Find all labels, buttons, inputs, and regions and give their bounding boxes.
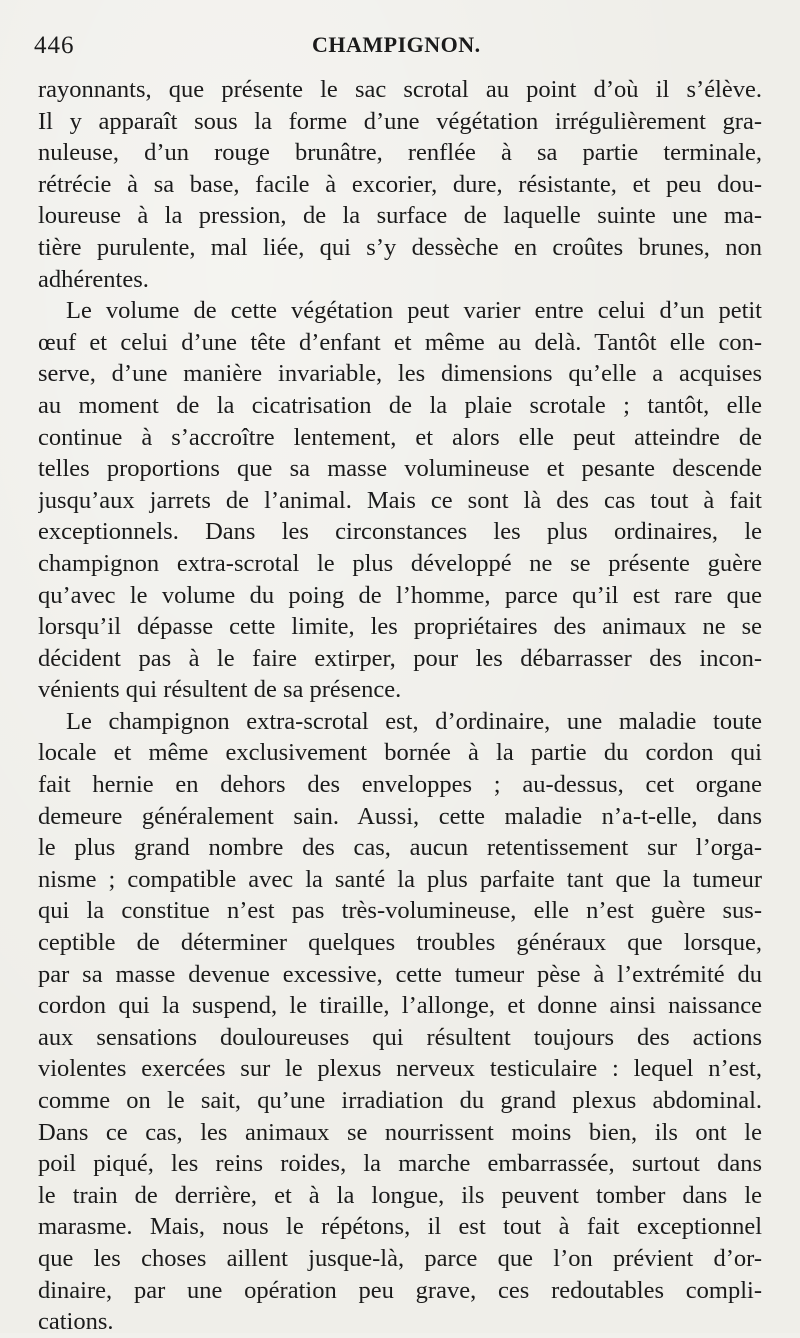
text-line: champignon extra-scrotal le plus développé ne se présente guère [38, 549, 762, 577]
text-line: dinaire, par une opération peu grave, ces redoutables compli- [38, 1276, 762, 1304]
text-line: marasme. Mais, nous le répétons, il est tout à fait exceptionnel [38, 1213, 762, 1241]
text-line: tière purulente, mal liée, qui s’y dessèche en croûtes brunes, non [38, 233, 762, 261]
text-line: comme on le sait, qu’une irradiation du grand plexus abdominal. [38, 1087, 762, 1114]
text-line: au moment de la cicatrisation de la plaie scrotale ; tantôt, elle [38, 391, 762, 419]
paragraph [38, 295, 762, 706]
text-line: que les choses aillent jusque-là, parce que l’on prévient d’or- [38, 1244, 762, 1272]
paragraph [38, 706, 762, 1338]
text-line: par sa masse devenue excessive, cette tumeur pèse à l’extrémité du [38, 960, 762, 988]
text-line: nuleuse, d’un rouge brunâtre, renflée à sa partie terminale, [38, 139, 762, 167]
text-line: poil piqué, les reins roides, la marche embarrassée, surtout dans [38, 1150, 762, 1178]
text-line: exceptionnels. Dans les circonstances les plus ordinaires, le [38, 518, 762, 546]
paragraph [38, 74, 762, 295]
text-line: Il y apparaît sous la forme d’une végétation irrégulièrement gra- [38, 107, 762, 135]
text-line: loureuse à la pression, de la surface de laquelle suinte une ma- [38, 202, 762, 230]
text-line: cordon qui la suspend, le tiraille, l’allonge, et donne ainsi naissance [38, 992, 762, 1020]
text-line: violentes exercées sur le plexus nerveux testiculaire : lequel n’est, [38, 1055, 762, 1083]
text-line: nisme ; compatible avec la santé la plus parfaite tant que la tumeur [38, 865, 762, 893]
text-line: décident pas à le faire extirper, pour les débarrasser des incon- [38, 644, 762, 672]
text-line: œuf et celui d’une tête d’enfant et même au delà. Tantôt elle con- [38, 328, 762, 356]
text-line: le plus grand nombre des cas, aucun retentissement sur l’orga- [38, 834, 762, 862]
text-line: ceptible de déterminer quelques troubles généraux que lorsque, [38, 929, 762, 957]
text-line: locale et même exclusivement bornée à la partie du cordon qui [38, 739, 762, 767]
text-line: le train de derrière, et à la longue, ils peuvent tomber dans le [38, 1181, 762, 1209]
text-line: rayonnants, que présente le sac scrotal au point d’où il s’élève. [38, 76, 762, 103]
text-line: cations. [38, 1308, 114, 1336]
text-line: aux sensations douloureuses qui résultent toujours des actions [38, 1023, 762, 1051]
text-line: rétrécie à sa base, facile à excorier, dure, résistante, et peu dou- [38, 170, 762, 198]
body-text [38, 74, 762, 1338]
text-line: vénients qui résultent de sa présence. [38, 676, 402, 704]
text-line: telles proportions que sa masse volumineuse et pesante descende [38, 455, 762, 483]
text-line: fait hernie en dehors des enveloppes ; au-dessus, cet organe [38, 771, 762, 799]
text-line: adhérentes. [38, 265, 149, 293]
text-line: demeure généralement sain. Aussi, cette maladie n’a-t-elle, dans [38, 802, 762, 830]
text-line: continue à s’accroître lentement, et alors elle peut atteindre de [38, 423, 762, 451]
text-line: Dans ce cas, les animaux se nourrissent moins bien, ils ont le [38, 1118, 762, 1146]
text-line: lorsqu’il dépasse cette limite, les propriétaires des animaux ne se [38, 613, 762, 641]
page-number: 446 [34, 32, 75, 59]
running-title: CHAMPIGNON. [312, 32, 481, 57]
text-line: qui la constitue n’est pas très-volumineuse, elle n’est guère sus- [38, 897, 762, 925]
text-line: Le champignon extra-scrotal est, d’ordinaire, une maladie toute [66, 707, 762, 735]
text-line: qu’avec le volume du poing de l’homme, parce qu’il est rare que [38, 581, 762, 609]
text-line: serve, d’une manière invariable, les dimensions qu’elle a acquises [38, 360, 762, 388]
page-header [34, 32, 764, 68]
text-line: Le volume de cette végétation peut varier entre celui d’un petit [66, 297, 762, 325]
text-line: jusqu’aux jarrets de l’animal. Mais ce sont là des cas tout à fait [38, 486, 762, 514]
